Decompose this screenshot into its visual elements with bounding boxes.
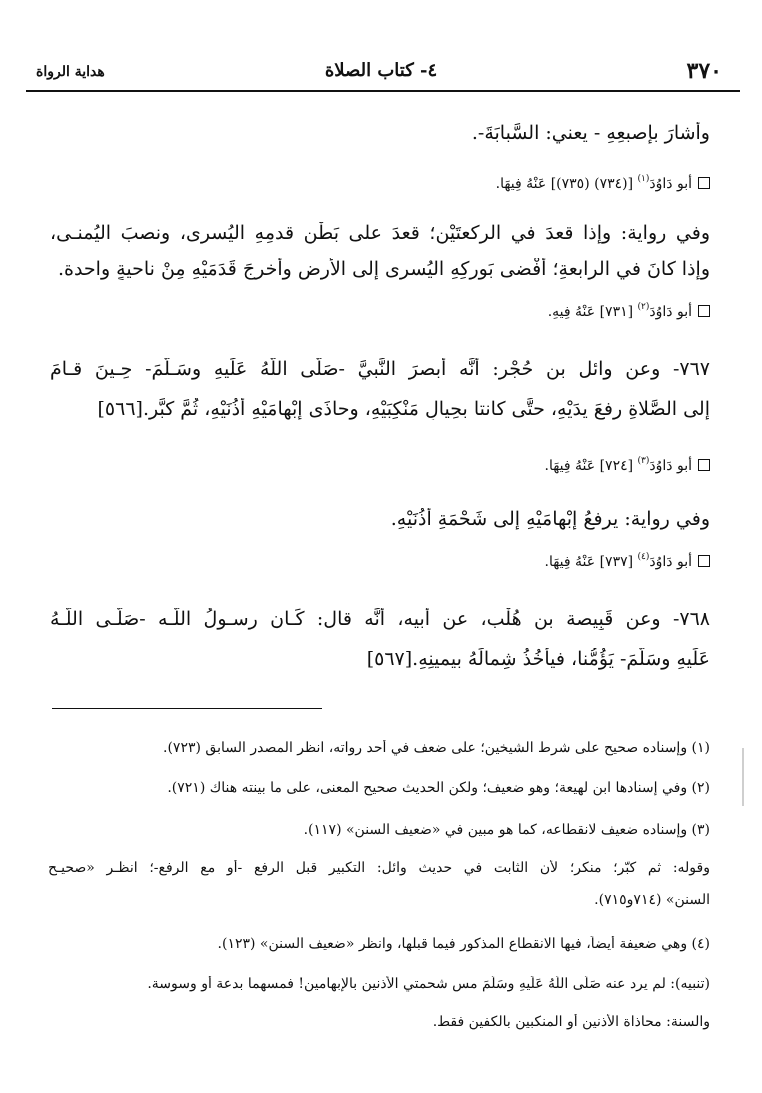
- footnote-3-comment: السنن» (٧١٤و٧١٥).: [594, 892, 710, 908]
- footnote-3: (٣) وإسناده ضعيف لانقطاعه، كما هو مبين في «ضعيف السنن» (١١٧).: [303, 822, 710, 838]
- source-citation: [50, 302, 710, 320]
- footnote-separator: [52, 708, 322, 709]
- note-line: (تنبيه): لم يرد عنه صَلَّى اللَّهُ عَلَيهِ وسَلَّمَ مس شحمتي الأذنين بالإبهامين! فمسهما بدعة أو وسوسة.: [147, 976, 710, 992]
- source-citation: [50, 456, 710, 474]
- note-line: والسنة: محاذاة الأذنين أو المنكبين بالكفين فقط.: [432, 1014, 710, 1030]
- source-name: أبو دَاوُدَ: [649, 176, 692, 192]
- source-name: أبو دَاوُدَ: [649, 458, 692, 474]
- footnote-1: (١) وإسناده صحيح على شرط الشيخين؛ على ضعف في أحد رواته، انظر المصدر السابق (٧٢٣).: [163, 740, 710, 756]
- chapter-title: ٤- كتاب الصلاة: [324, 60, 438, 81]
- text-line: وأشارَ بإصبعِهِ - يعني: السَّبابَةَ-.: [471, 122, 710, 144]
- footnote-ref: (١): [637, 174, 650, 184]
- source-name: أبو دَاوُدَ: [649, 554, 692, 570]
- hadith-767-line: إلى الصَّلاةِ رفعَ يدَيْهِ، حتَّى كانتا بحِيالِ مَنْكِبَيْهِ، وحاذَى إبْهامَيْهِ أُذُنَيْهِ، ثُمَّ كبَّر.[٥٦٦]: [97, 398, 710, 420]
- footnote-ref: (٢): [637, 302, 650, 312]
- scan-artifact: [742, 748, 744, 806]
- page-header: [30, 56, 732, 88]
- hadith-768-line: عَلَيهِ وسَلَّمَ- يَؤُمُّنا، فيأخُذُ شِمالَهُ بيمينِهِ.[٥٦٧]: [366, 648, 710, 670]
- source-numbers: [٧٣١]: [599, 304, 634, 320]
- source-numbers: [(٧٣٤) (٧٣٥)]: [550, 176, 634, 192]
- hadith-768-line: ٧٦٨- وعن قَبِيصة بن هُلْب، عن أبيه، أنَّه قال: كَـان رسـولُ اللّـه -صَلَّـى اللَّـهُ: [50, 608, 710, 630]
- header-rule: [26, 90, 740, 92]
- text-line: وفي رواية: يرفعُ إبْهامَيْهِ إلى شَحْمَةِ أُذُنَيْهِ.: [390, 508, 710, 530]
- source-name: أبو دَاوُدَ: [649, 304, 692, 320]
- book-title: هداية الرواة: [36, 64, 105, 80]
- source-numbers: [٧٢٤]: [599, 458, 634, 474]
- footnote-2: (٢) وفي إسنادها ابن لهيعة؛ وهو ضعيف؛ ولكن الحديث صحيح المعنى، على ما بينته هناك (٧٢١).: [167, 780, 710, 796]
- hadith-767-line: ٧٦٧- وعن وائل بن حُجْر: أنَّه أبصرَ النَّبيَّ -صَلَّى اللَّهُ عَلَيهِ وسَـلَّمَ- حِـينَ قـامَ: [50, 358, 710, 380]
- footnote-ref: (٤): [637, 552, 650, 562]
- text-line: وفي رواية: وإذا قعدَ في الركعتَيْنِ؛ قعدَ على بَطْنِ قدمِهِ اليُسرى، ونصبَ اليُمنـى،: [50, 222, 710, 244]
- square-bullet-icon: [698, 305, 710, 317]
- square-bullet-icon: [698, 459, 710, 471]
- text-line: وإذا كانَ في الرابعةِ؛ أَفْضى بَورِكِهِ اليُسرى إلى الأرضِ وأخرجَ قَدَمَيْهِ مِنْ ناحيةٍ واحدة.: [57, 258, 710, 280]
- square-bullet-icon: [698, 177, 710, 189]
- source-numbers: [٧٣٧]: [599, 554, 634, 570]
- source-tail: عَنْهُ فِيهَا.: [495, 176, 547, 192]
- source-tail: عَنْهُ فِيهِ.: [547, 304, 596, 320]
- page-number: ٣٧٠: [686, 58, 722, 84]
- footnote-4: (٤) وهي ضعيفة أيضاً، فيها الانقطاع المذكور فيما قبلها، وانظر «ضعيف السنن» (١٢٣).: [217, 936, 710, 952]
- source-tail: عَنْهُ فِيهَا.: [544, 554, 596, 570]
- footnote-3-comment: وقوله: ثم كبّر؛ منكر؛ لأن الثابت في حديث وائل: التكبير قبل الرفع -أو مع الرفع-؛ انظـر «صحيـح: [48, 860, 710, 876]
- square-bullet-icon: [698, 555, 710, 567]
- source-citation: [50, 552, 710, 570]
- source-citation: [50, 174, 710, 192]
- footnote-ref: (٣): [637, 456, 650, 466]
- source-tail: عَنْهُ فِيهَا.: [544, 458, 596, 474]
